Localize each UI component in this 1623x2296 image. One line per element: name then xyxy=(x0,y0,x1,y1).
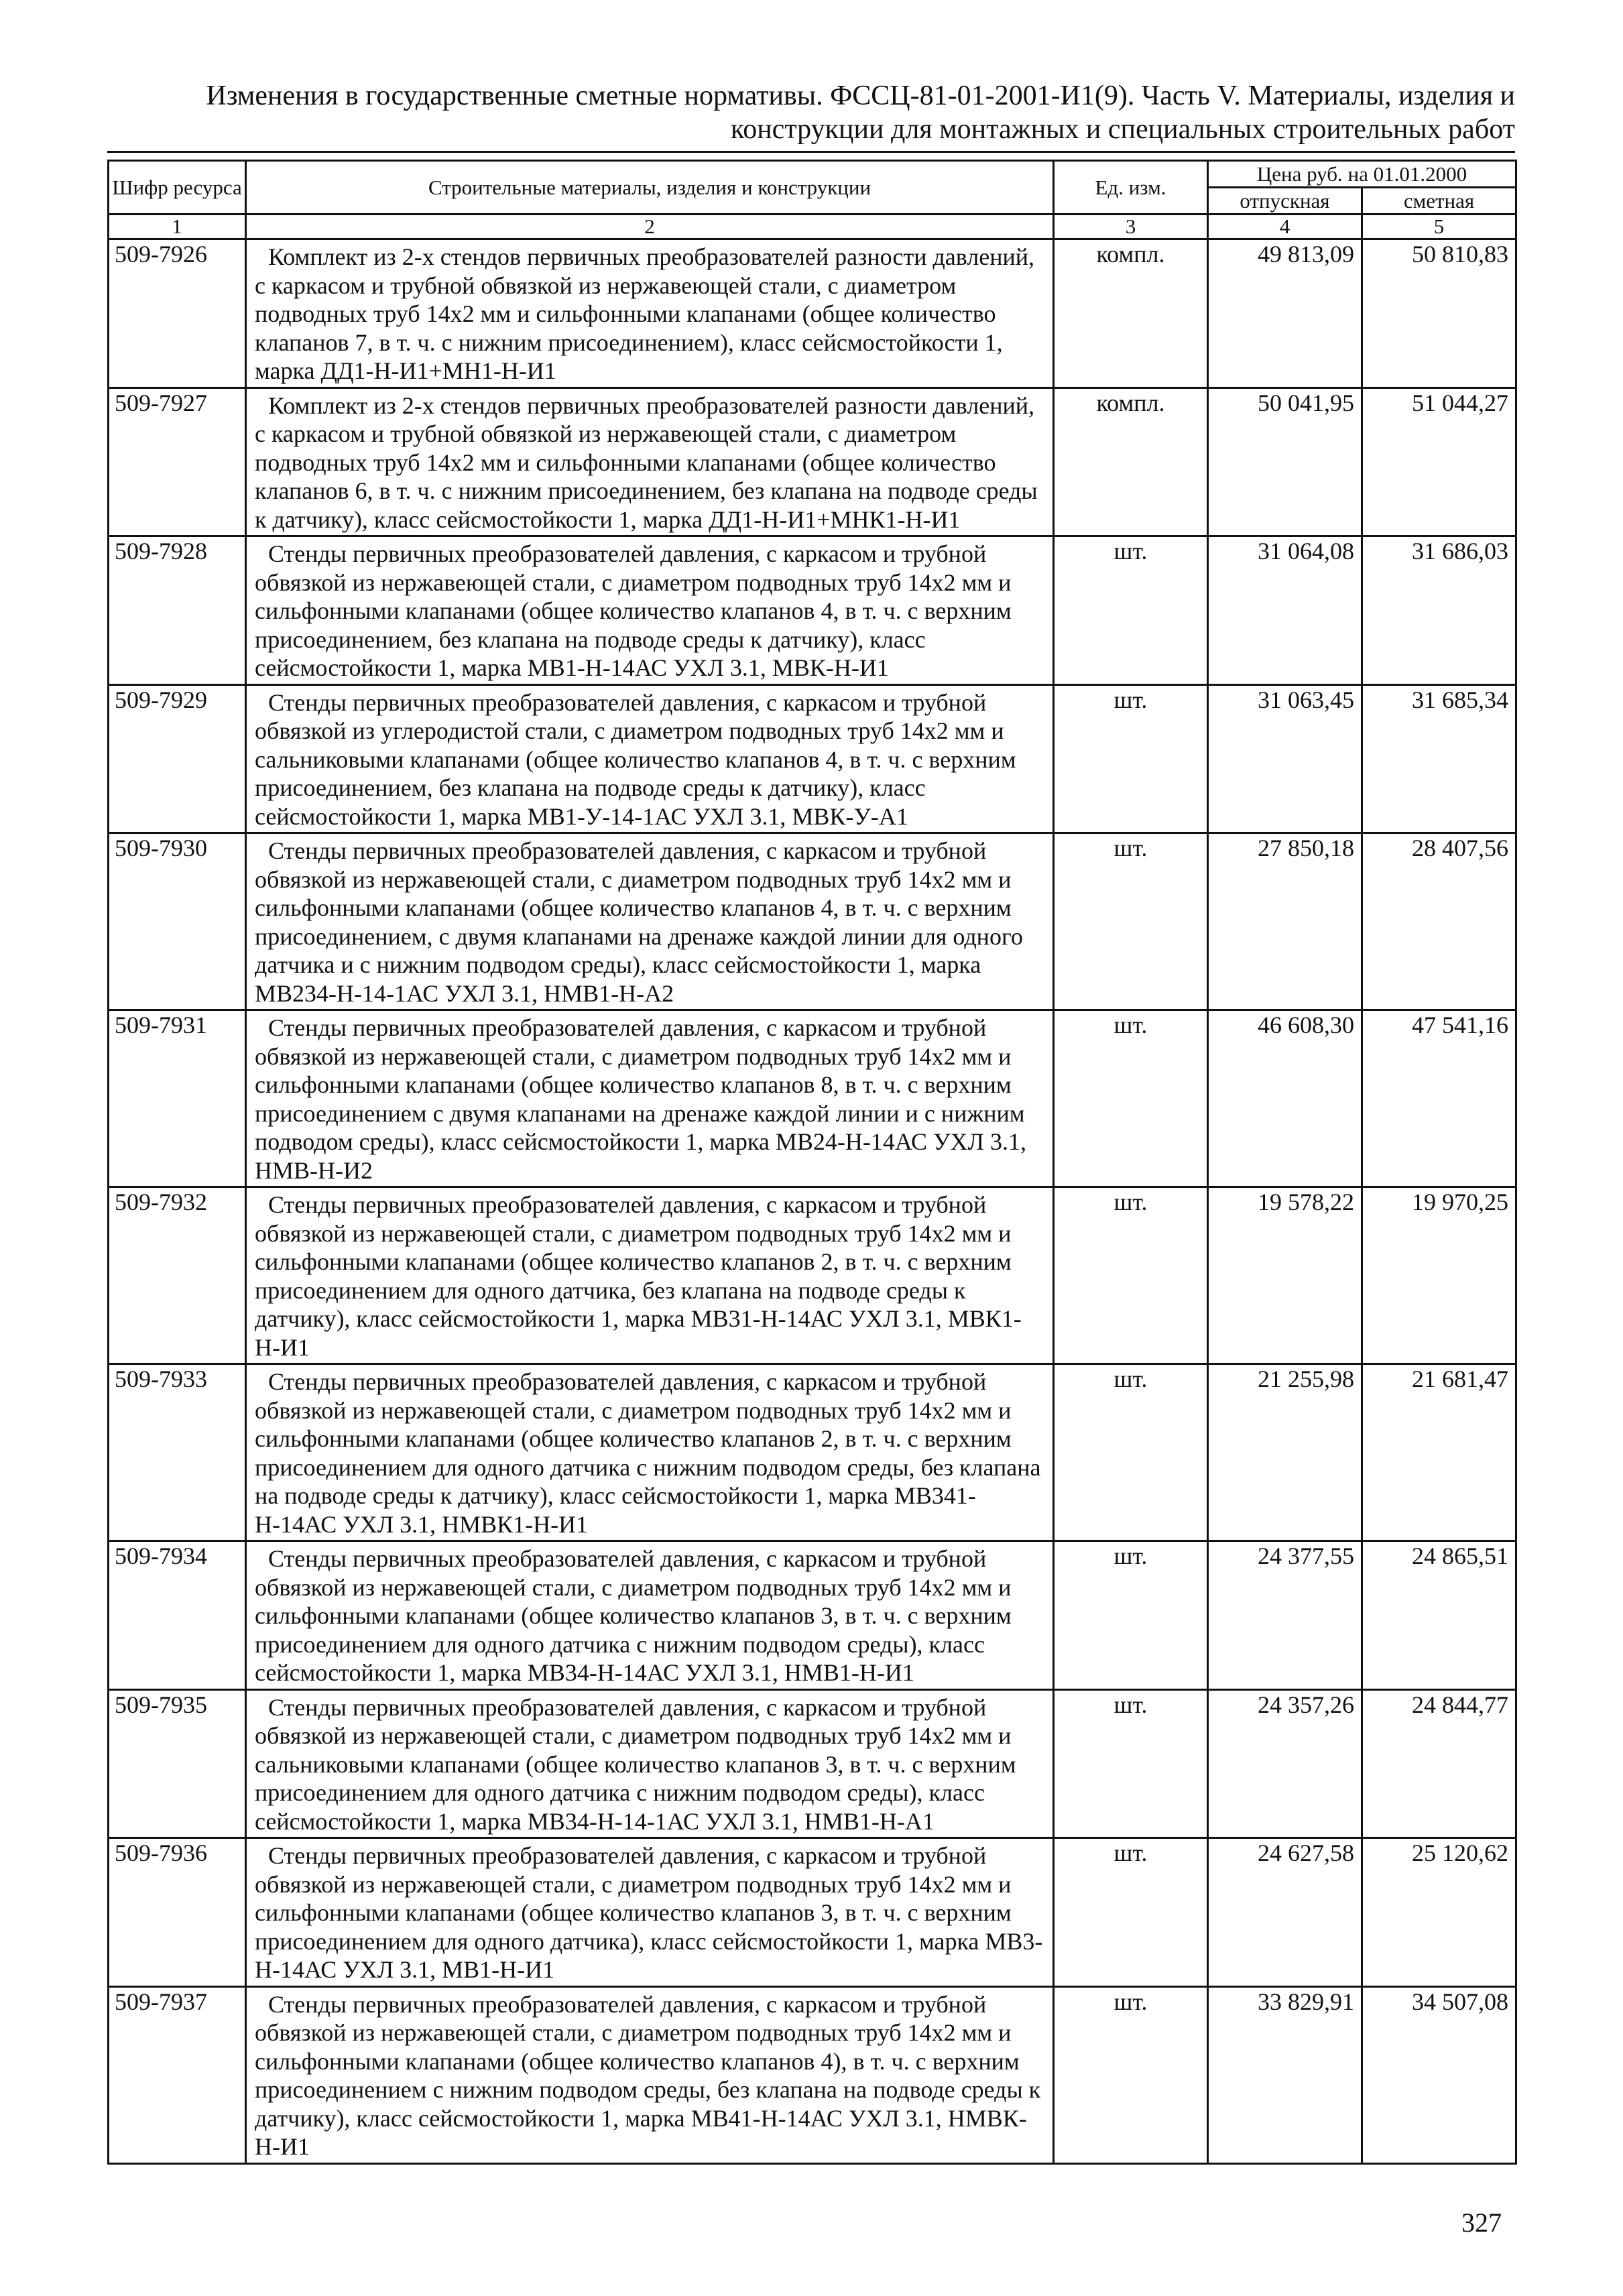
estimate-price: 34 507,08 xyxy=(1362,1986,1516,2163)
resource-code: 509-7931 xyxy=(109,1010,246,1187)
table-row xyxy=(109,1541,1516,1690)
header-unit: Ед. изм. xyxy=(1054,161,1208,215)
column-number: 1 xyxy=(109,215,246,239)
estimate-price: 51 044,27 xyxy=(1362,387,1516,536)
release-price: 31 064,08 xyxy=(1208,536,1362,685)
unit-of-measure: шт. xyxy=(1054,1364,1208,1541)
material-description: Стенды первичных преобразователей давления, с каркасом и трубной обвязкой из нержавеющей стали, с диаметром подводных труб 14х2 мм и сильфонными клапанами (общее количество клапанов 4, в т. ч. с верхним присоединением, без клапана на подводе среды к датчику), класс сейсмостойкости 1, марка МВ1-Н-14АС УХЛ 3.1, МВК-Н-И1 xyxy=(246,536,1054,685)
estimate-price: 31 686,03 xyxy=(1362,536,1516,685)
unit-of-measure: шт. xyxy=(1054,1541,1208,1690)
resource-code: 509-7932 xyxy=(109,1187,246,1364)
column-number: 2 xyxy=(246,215,1054,239)
table-row xyxy=(109,833,1516,1010)
price-table xyxy=(107,160,1517,2165)
table-row xyxy=(109,1986,1516,2163)
release-price: 19 578,22 xyxy=(1208,1187,1362,1364)
material-description: Комплект из 2-х стендов первичных преобразователей разности давлений, с каркасом и трубной обвязкой из нержавеющей стали, с диаметром подводных труб 14х2 мм и сильфонными клапанами (общее количество клапанов 7, в т. ч. с нижним присоединением), класс сейсмостойкости 1, марка ДД1-Н-И1+МН1-Н-И1 xyxy=(246,239,1054,388)
release-price: 24 377,55 xyxy=(1208,1541,1362,1690)
material-description: Стенды первичных преобразователей давления, с каркасом и трубной обвязкой из нержавеющей стали, с диаметром подводных труб 14х2 мм и сильфонными клапанами (общее количество клапанов 4), в т. ч. с верхним присоединением с нижним подводом среды, без клапана на подводе среды к датчику), класс сейсмостойкости 1, марка МВ41-Н-14АС УХЛ 3.1, НМВК-Н-И1 xyxy=(246,1986,1054,2163)
table-row xyxy=(109,536,1516,685)
unit-of-measure: компл. xyxy=(1054,239,1208,388)
resource-code: 509-7928 xyxy=(109,536,246,685)
unit-of-measure: шт. xyxy=(1054,1986,1208,2163)
estimate-price: 50 810,83 xyxy=(1362,239,1516,388)
estimate-price: 47 541,16 xyxy=(1362,1010,1516,1187)
resource-code: 509-7929 xyxy=(109,684,246,833)
table-row xyxy=(109,1187,1516,1364)
resource-code: 509-7937 xyxy=(109,1986,246,2163)
material-description: Стенды первичных преобразователей давления, с каркасом и трубной обвязкой из нержавеющей стали, с диаметром подводных труб 14х2 мм и сильфонными клапанами (общее количество клапанов 8, в т. ч. с верхним присоединением с двумя клапанами на дренаже каждой линии и с нижним подводом среды), класс сейсмостойкости 1, марка МВ24-Н-14АС УХЛ 3.1, НМВ-Н-И2 xyxy=(246,1010,1054,1187)
unit-of-measure: шт. xyxy=(1054,684,1208,833)
material-description: Стенды первичных преобразователей давления, с каркасом и трубной обвязкой из нержавеющей стали, с диаметром подводных труб 14х2 мм и сильфонными клапанами (общее количество клапанов 3, в т. ч. с верхним присоединением для одного датчика), класс сейсмостойкости 1, марка МВ3-Н-14АС УХЛ 3.1, МВ1-Н-И1 xyxy=(246,1838,1054,1987)
estimate-price: 25 120,62 xyxy=(1362,1838,1516,1987)
estimate-price: 24 865,51 xyxy=(1362,1541,1516,1690)
unit-of-measure: шт. xyxy=(1054,536,1208,685)
resource-code: 509-7933 xyxy=(109,1364,246,1541)
release-price: 21 255,98 xyxy=(1208,1364,1362,1541)
column-number: 3 xyxy=(1054,215,1208,239)
resource-code: 509-7936 xyxy=(109,1838,246,1987)
header-release: отпускная xyxy=(1208,188,1362,215)
estimate-price: 31 685,34 xyxy=(1362,684,1516,833)
resource-code: 509-7926 xyxy=(109,239,246,388)
resource-code: 509-7930 xyxy=(109,833,246,1010)
table-row xyxy=(109,239,1516,388)
material-description: Стенды первичных преобразователей давления, с каркасом и трубной обвязкой из нержавеющей стали, с диаметром подводных труб 14х2 мм и сильфонными клапанами (общее количество клапанов 3, в т. ч. с верхним присоединением для одного датчика с нижним подводом среды), класс сейсмостойкости 1, марка МВ34-Н-14АС УХЛ 3.1, НМВ1-Н-И1 xyxy=(246,1541,1054,1690)
unit-of-measure: компл. xyxy=(1054,387,1208,536)
release-price: 49 813,09 xyxy=(1208,239,1362,388)
material-description: Стенды первичных преобразователей давления, с каркасом и трубной обвязкой из нержавеющей стали, с диаметром подводных труб 14х2 мм и сильфонными клапанами (общее количество клапанов 2, в т. ч. с верхним присоединением для одного датчика с нижним подводом среды, без клапана на подводе среды к датчику), класс сейсмостойкости 1, марка МВ341-Н-14АС УХЛ 3.1, НМВК1-Н-И1 xyxy=(246,1364,1054,1541)
material-description: Комплект из 2-х стендов первичных преобразователей разности давлений, с каркасом и трубной обвязкой из нержавеющей стали, с диаметром подводных труб 14х2 мм и сильфонными клапанами (общее количество клапанов 6, в т. ч. с нижним присоединением, без клапана на подводе среды к датчику), класс сейсмостойкости 1, марка ДД1-Н-И1+МНК1-Н-И1 xyxy=(246,387,1054,536)
release-price: 46 608,30 xyxy=(1208,1010,1362,1187)
resource-code: 509-7934 xyxy=(109,1541,246,1690)
table-row xyxy=(109,1364,1516,1541)
material-description: Стенды первичных преобразователей давления, с каркасом и трубной обвязкой из нержавеющей стали, с диаметром подводных труб 14х2 мм и сильфонными клапанами (общее количество клапанов 2, в т. ч. с верхним присоединением для одного датчика, без клапана на подводе среды к датчику), класс сейсмостойкости 1, марка МВ31-Н-14АС УХЛ 3.1, МВК1-Н-И1 xyxy=(246,1187,1054,1364)
estimate-price: 24 844,77 xyxy=(1362,1689,1516,1838)
release-price: 24 627,58 xyxy=(1208,1838,1362,1987)
header-line-2: конструкции для монтажных и специальных строительных работ xyxy=(730,114,1515,145)
header-name: Строительные материалы, изделия и конструкции xyxy=(246,161,1054,215)
column-number: 5 xyxy=(1362,215,1516,239)
unit-of-measure: шт. xyxy=(1054,1010,1208,1187)
table-row xyxy=(109,1689,1516,1838)
resource-code: 509-7927 xyxy=(109,387,246,536)
release-price: 24 357,26 xyxy=(1208,1689,1362,1838)
table-row xyxy=(109,387,1516,536)
estimate-price: 28 407,56 xyxy=(1362,833,1516,1010)
material-description: Стенды первичных преобразователей давления, с каркасом и трубной обвязкой из нержавеющей стали, с диаметром подводных труб 14х2 мм и сильфонными клапанами (общее количество клапанов 4, в т. ч. с верхним присоединением, с двумя клапанами на дренаже каждой линии для одного датчика и с нижним подводом среды), класс сейсмостойкости 1, марка МВ234-Н-14-1АС УХЛ 3.1, НМВ1-Н-А2 xyxy=(246,833,1054,1010)
estimate-price: 21 681,47 xyxy=(1362,1364,1516,1541)
release-price: 27 850,18 xyxy=(1208,833,1362,1010)
unit-of-measure: шт. xyxy=(1054,1187,1208,1364)
page-header xyxy=(107,79,1515,146)
release-price: 33 829,91 xyxy=(1208,1986,1362,2163)
header-estimate: сметная xyxy=(1362,188,1516,215)
material-description: Стенды первичных преобразователей давления, с каркасом и трубной обвязкой из углеродистой стали, с диаметром подводных труб 14х2 мм и сальниковыми клапанами (общее количество клапанов 4, в т. ч. с верхним присоединением, без клапана на подводе среды к датчику), класс сейсмостойкости 1, марка МВ1-У-14-1АС УХЛ 3.1, МВК-У-А1 xyxy=(246,684,1054,833)
header-price: Цена руб. на 01.01.2000 xyxy=(1208,161,1516,188)
resource-code: 509-7935 xyxy=(109,1689,246,1838)
unit-of-measure: шт. xyxy=(1054,1689,1208,1838)
header-rule xyxy=(107,151,1515,153)
column-numbers-row xyxy=(109,215,1516,239)
material-description: Стенды первичных преобразователей давления, с каркасом и трубной обвязкой из нержавеющей стали, с диаметром подводных труб 14х2 мм и сальниковыми клапанами (общее количество клапанов 3, в т. ч. с верхним присоединением для одного датчика с нижним подводом среды), класс сейсмостойкости 1, марка МВ34-Н-14-1АС УХЛ 3.1, НМВ1-Н-А1 xyxy=(246,1689,1054,1838)
table-row xyxy=(109,684,1516,833)
release-price: 31 063,45 xyxy=(1208,684,1362,833)
header-code: Шифр ресурса xyxy=(109,161,246,215)
header-line-1: Изменения в государственные сметные нормативы. ФССЦ-81-01-2001-И1(9). Часть V. Материалы, изделия и xyxy=(206,80,1515,111)
estimate-price: 19 970,25 xyxy=(1362,1187,1516,1364)
page-number: 327 xyxy=(1461,2208,1502,2238)
table-row xyxy=(109,1838,1516,1987)
unit-of-measure: шт. xyxy=(1054,1838,1208,1987)
release-price: 50 041,95 xyxy=(1208,387,1362,536)
unit-of-measure: шт. xyxy=(1054,833,1208,1010)
table-row xyxy=(109,1010,1516,1187)
column-number: 4 xyxy=(1208,215,1362,239)
